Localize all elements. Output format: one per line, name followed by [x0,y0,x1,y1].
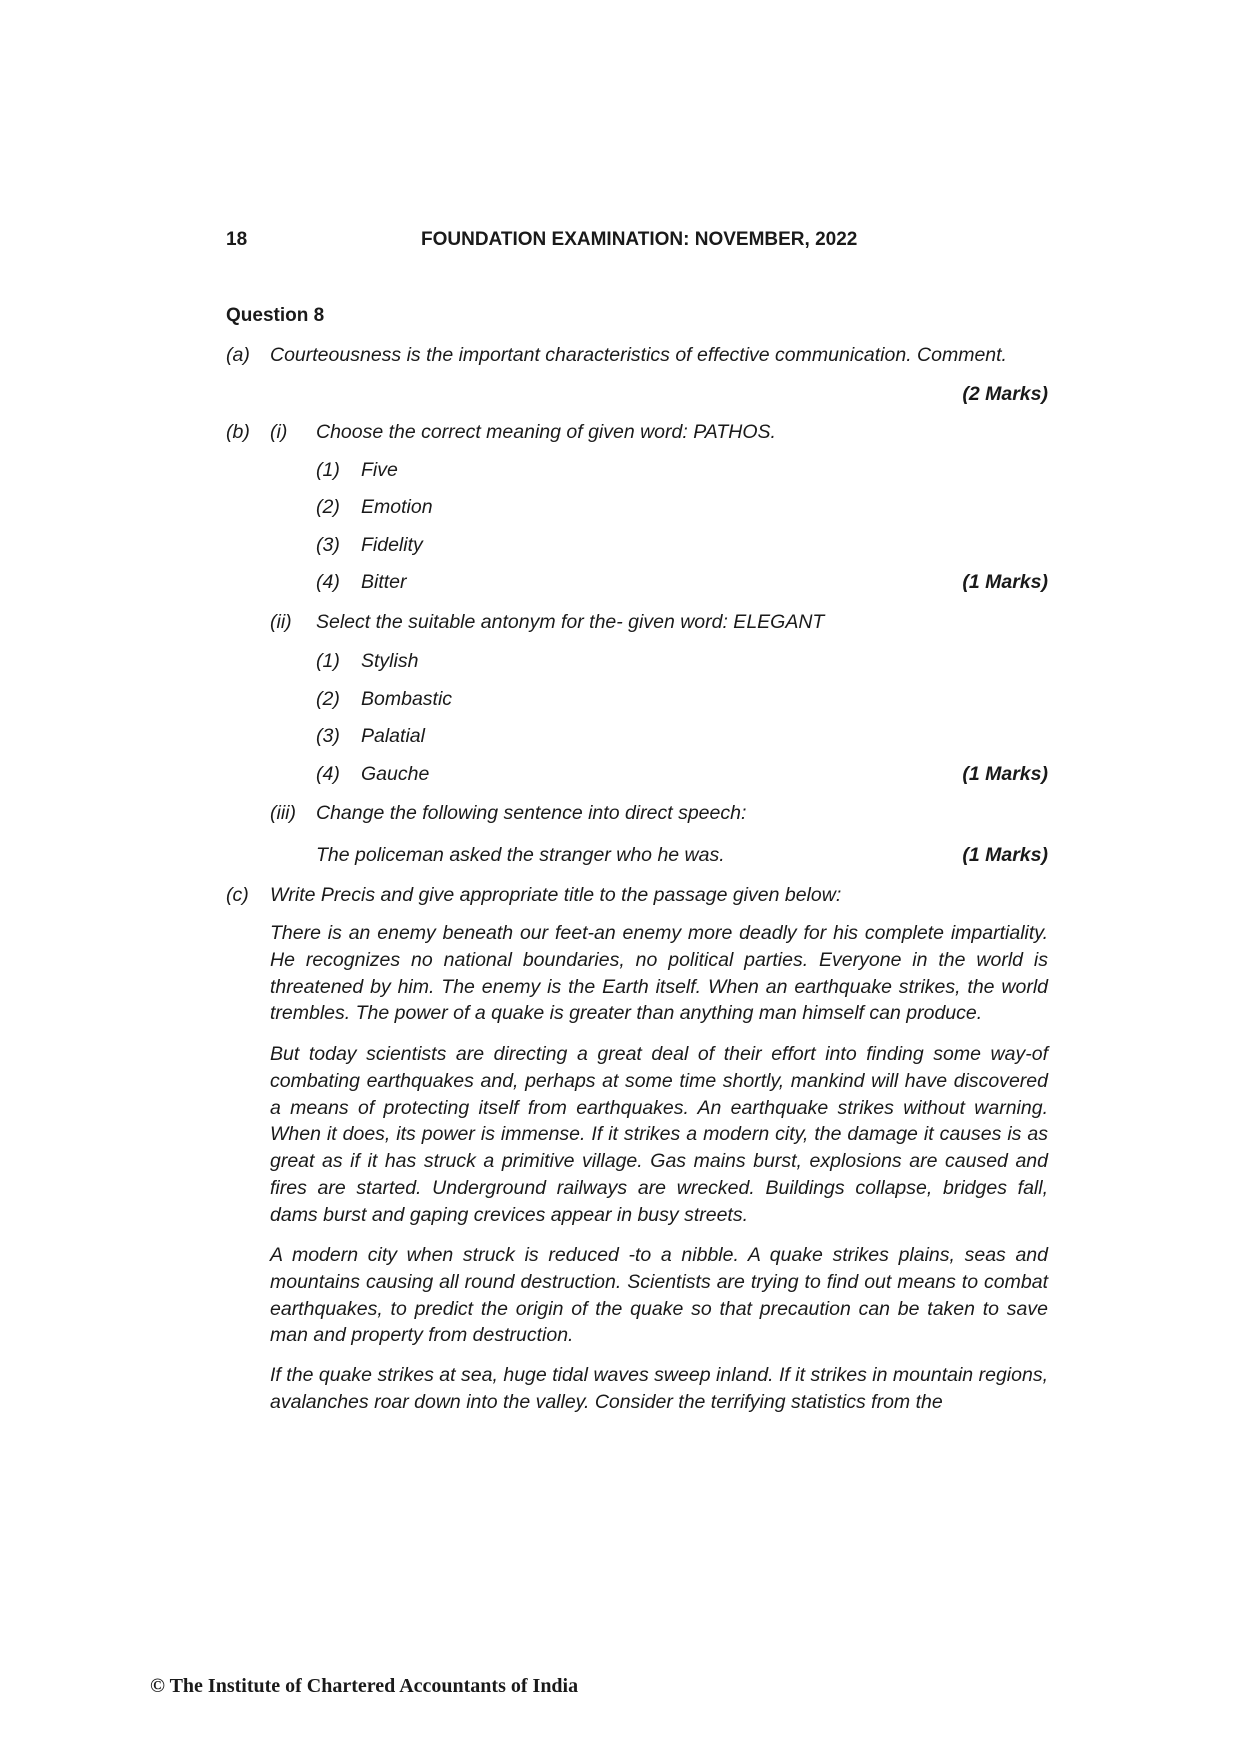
passage-paragraph: A modern city when struck is reduced -to a nibble. A quake strikes plains, seas and mountains causing all round destruction. Scientists are trying to find out means to combat earthquakes, to predict the origin of the quake so that precaution can be taken to save man and property from destruction. [270,1244,1048,1347]
passage-paragraph: But today scientists are directing a great deal of their effort into finding some way-of combating earthquakes and, perhaps at some time shortly, mankind will have discovered a means of protecting itself from earthquakes. An earthquake strikes without warning. When it does, its power is immense. If it strikes a modern city, the damage it causes is as great as if it has struck a primitive village. Gas mains burst, explosions are caused and fires are started. Underground railways are wrecked. Buildings collapse, bridges fall, dams burst and gaping crevices appear in busy streets. [270,1043,1048,1226]
option-number: (2) [316,496,340,518]
part-b-i-label: (i) [270,421,288,443]
part-b-ii-marks: (1 Marks) [962,763,1048,785]
option-text: Emotion [361,496,433,518]
part-b-i-text: Choose the correct meaning of given word: PATHOS. [316,421,776,443]
option-text: Stylish [361,650,419,672]
option-text: Five [361,459,398,481]
part-c-label: (c) [226,884,249,906]
question-title: Question 8 [226,305,325,326]
passage-paragraph: If the quake strikes at sea, huge tidal waves sweep inland. If it strikes in mountain regions, avalanches roar down into the valley. Consider the terrifying statistics from the [270,1364,1048,1413]
part-a-marks: (2 Marks) [962,383,1048,405]
part-b-label: (b) [226,421,250,443]
page-title: FOUNDATION EXAMINATION: NOVEMBER, 2022 [421,229,858,250]
copyright-footer: © The Institute of Chartered Accountants of India [150,1675,579,1697]
option-text: Gauche [361,763,430,785]
part-b-ii-label: (ii) [270,611,292,633]
part-b-i-marks: (1 Marks) [962,571,1048,593]
part-b-iii-sentence: The policeman asked the stranger who he was. [316,844,725,866]
option-number: (1) [316,650,340,672]
passage-paragraph: There is an enemy beneath our feet-an enemy more deadly for his complete impartiality. He recognizes no national boundaries, no political parties. Everyone in the world is threatened by him. The enemy is the Earth itself. When an earthquake strikes, the world trembles. The power of a quake is greater than anything man himself can produce. [270,922,1048,1025]
option-number: (2) [316,688,340,710]
option-text: Bitter [361,571,407,593]
part-b-ii-text: Select the suitable antonym for the- given word: ELEGANT [316,611,825,633]
option-text: Bombastic [361,688,453,710]
part-b-iii-label: (iii) [270,802,296,824]
part-b-iii-text: Change the following sentence into direct speech: [316,802,747,824]
page-number: 18 [226,229,248,250]
part-a-text: Courteousness is the important characteristics of effective communication. Comment. [270,344,1007,366]
option-number: (4) [316,763,340,785]
option-number: (4) [316,571,340,593]
part-b-iii-marks: (1 Marks) [962,844,1048,866]
option-number: (1) [316,459,340,481]
option-number: (3) [316,725,340,747]
part-c-text: Write Precis and give appropriate title to the passage given below: [270,884,842,906]
option-text: Fidelity [361,534,423,556]
part-a-label: (a) [226,344,250,366]
option-text: Palatial [361,725,425,747]
option-number: (3) [316,534,340,556]
